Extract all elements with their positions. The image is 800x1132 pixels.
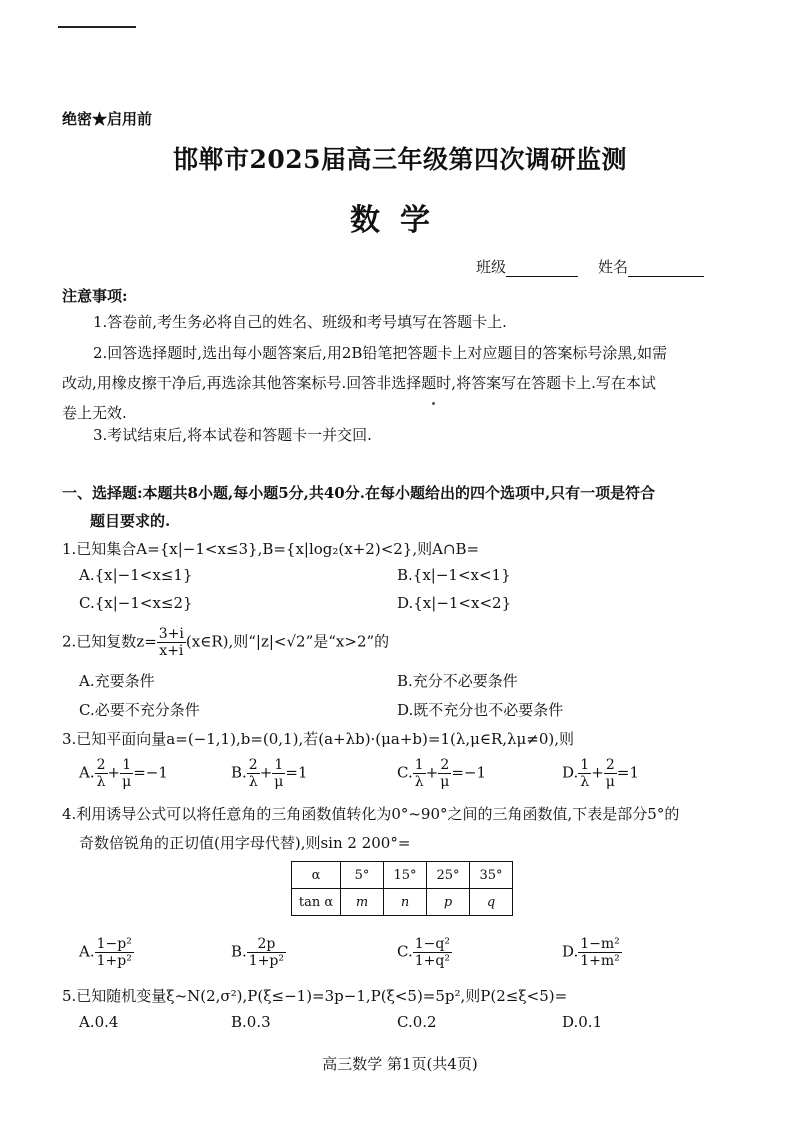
scan-artifact: [58, 26, 136, 28]
fraction-denominator: λ: [248, 774, 258, 790]
option-label: C.: [397, 942, 413, 961]
section-heading: 一、选择题:本题共8小题,每小题5分,共40分.在每小题给出的四个选项中,只有一项是符合: [62, 484, 656, 502]
question-5-stem: 5.已知随机变量ξ~N(2,σ²),P(ξ≤−1)=3p−1,P(ξ<5)=5p²,则P(2≤ξ<5)=: [62, 987, 568, 1005]
fraction-denominator: μ: [605, 774, 615, 790]
option-label: A.: [79, 942, 95, 961]
fraction: [95, 936, 134, 969]
section-heading-cont: 题目要求的.: [90, 512, 171, 530]
equation-rhs: =−1: [451, 763, 487, 782]
subject-title: 数学: [350, 203, 450, 238]
question-2-option-c: C.必要不充分条件: [79, 701, 200, 719]
question-3-stem: 3.已知平面向量a=(−1,1),b=(0,1),若(a+λb)·(μa+b)=1(λ,μ∈R,λμ≠0),则: [62, 730, 575, 748]
scan-dot: [432, 402, 435, 405]
question-1-option-a: A.{x|−1<x≤1}: [79, 566, 193, 584]
question-3-option-d: [562, 757, 639, 790]
question-2-stem: [62, 626, 389, 659]
fraction: [438, 757, 451, 790]
fraction-numerator: 1: [120, 757, 133, 774]
option-label: D.: [562, 942, 579, 961]
question-2-option-d: D.既不充分也不必要条件: [397, 701, 564, 719]
question-2-option-b: B.充分不必要条件: [397, 672, 518, 690]
notice-item-2-line-2: 改动,用橡皮擦干净后,再选涂其他答案标号.回答非选择题时,将答案写在答题卡上.写在本试: [62, 374, 656, 392]
name-label: 姓名: [598, 258, 629, 276]
notice-item-1: 1.答卷前,考生务必将自己的姓名、班级和考号填写在答题卡上.: [93, 313, 507, 331]
fraction-numerator: 1−m²: [580, 936, 620, 952]
equation-rhs: =1: [285, 763, 308, 782]
fraction-numerator: 1−p²: [96, 936, 132, 952]
table-cell: 25°: [427, 862, 470, 889]
table-cell: tan α: [292, 889, 341, 916]
notice-heading: 注意事项:: [62, 287, 128, 305]
fraction-numerator: 1: [414, 757, 424, 773]
question-4-stem-line-1: 4.利用诱导公式可以将任意角的三角函数值转化为0°~90°之间的三角函数值,下表是部分5°的: [62, 805, 680, 823]
table-cell: p: [427, 889, 470, 916]
fraction-denominator: λ: [580, 774, 590, 790]
fraction-denominator: x+i: [159, 643, 184, 659]
option-label: C.: [397, 763, 413, 782]
question-4-option-a: [79, 936, 134, 969]
question-5-option-d: D.0.1: [562, 1013, 603, 1031]
table-cell: 5°: [341, 862, 384, 889]
fraction-numerator: 2: [96, 757, 106, 773]
notice-item-3: 3.考试结束后,将本试卷和答题卡一并交回.: [93, 426, 372, 444]
question-4-option-b: [231, 936, 286, 969]
question-2-prefix: 2.已知复数z=: [62, 632, 157, 651]
fraction: [247, 757, 260, 790]
fraction: [120, 757, 133, 790]
option-label: D.: [562, 763, 579, 782]
fraction-numerator: 3+i: [158, 626, 184, 642]
operator: +: [107, 763, 121, 782]
question-3-option-c: [397, 757, 486, 790]
option-label: B.: [231, 942, 247, 961]
operator: +: [591, 763, 604, 782]
fraction-numerator: 1: [580, 757, 590, 773]
table-row: [292, 889, 513, 916]
question-2-suffix: (x∈R),则“|z|<√2”是“x>2”的: [185, 632, 390, 651]
fraction-denominator: 1+p²: [96, 953, 132, 969]
fraction: [272, 757, 285, 790]
question-4-stem-line-2: 奇数倍锐角的正切值(用字母代替),则sin 2 200°=: [79, 834, 411, 852]
notice-item-2-line-1: 2.回答选择题时,选出每小题答案后,用2B铅笔把答题卡上对应题目的答案标号涂黑,如需: [93, 344, 668, 362]
fraction: [247, 936, 286, 969]
question-2-fraction: [157, 626, 186, 659]
name-field: [598, 256, 704, 277]
exam-title: 邯郸市2025届高三年级第四次调研监测: [172, 145, 628, 174]
fraction: [413, 936, 452, 969]
option-label: B.: [231, 763, 247, 782]
fraction-denominator: 1+p²: [248, 953, 285, 969]
question-1-option-c: C.{x|−1<x≤2}: [79, 594, 193, 612]
question-1-stem: 1.已知集合A={x|−1<x≤3},B={x|log₂(x+2)<2},则A∩B=: [62, 540, 480, 558]
question-4-option-c: [397, 936, 452, 969]
question-5-option-b: B.0.3: [231, 1013, 271, 1031]
class-blank: [506, 262, 578, 277]
class-field: [476, 256, 578, 277]
fraction-denominator: λ: [96, 774, 106, 790]
fraction-numerator: 2p: [247, 936, 286, 953]
fraction-denominator: λ: [414, 774, 424, 790]
fraction: [95, 757, 108, 790]
fraction: [413, 757, 426, 790]
question-1-option-d: D.{x|−1<x<2}: [397, 594, 512, 612]
class-label: 班级: [476, 258, 507, 276]
confidential-mark: 绝密★启用前: [62, 110, 153, 128]
question-1-option-b: B.{x|−1<x<1}: [397, 566, 511, 584]
question-5-option-a: A.0.4: [79, 1013, 119, 1031]
page-footer: 高三数学 第1页(共4页): [322, 1055, 478, 1073]
notice-item-2-line-3: 卷上无效.: [62, 404, 127, 422]
tangent-table: [291, 861, 513, 916]
fraction-denominator: 1+m²: [580, 953, 620, 969]
fraction-denominator: μ: [274, 774, 284, 790]
fraction-numerator: 2: [438, 757, 451, 774]
fraction: [604, 757, 617, 790]
fraction-denominator: μ: [122, 774, 132, 790]
fraction-numerator: 2: [248, 757, 258, 773]
fraction-denominator: μ: [440, 774, 450, 790]
fraction-denominator: 1+q²: [414, 953, 450, 969]
question-3-option-b: [231, 757, 308, 790]
question-5-option-c: C.0.2: [397, 1013, 437, 1031]
fraction: [578, 757, 591, 790]
table-cell: m: [341, 889, 384, 916]
question-2-option-a: A.充要条件: [79, 672, 155, 690]
equation-rhs: =1: [616, 763, 639, 782]
table-cell: n: [384, 889, 427, 916]
fraction-numerator: 2: [604, 757, 617, 774]
table-cell: 35°: [470, 862, 513, 889]
option-label: A.: [79, 763, 95, 782]
operator: +: [425, 763, 439, 782]
table-cell: q: [470, 889, 513, 916]
operator: +: [259, 763, 273, 782]
equation-rhs: =−1: [133, 763, 168, 782]
fraction-numerator: 1−q²: [414, 936, 450, 952]
table-cell: α: [292, 862, 341, 889]
table-cell: 15°: [384, 862, 427, 889]
question-4-option-d: [562, 936, 622, 969]
table-row: [292, 862, 513, 889]
fraction-numerator: 1: [272, 757, 285, 774]
question-3-option-a: [79, 757, 168, 790]
name-blank: [628, 262, 704, 277]
fraction: [578, 936, 622, 969]
